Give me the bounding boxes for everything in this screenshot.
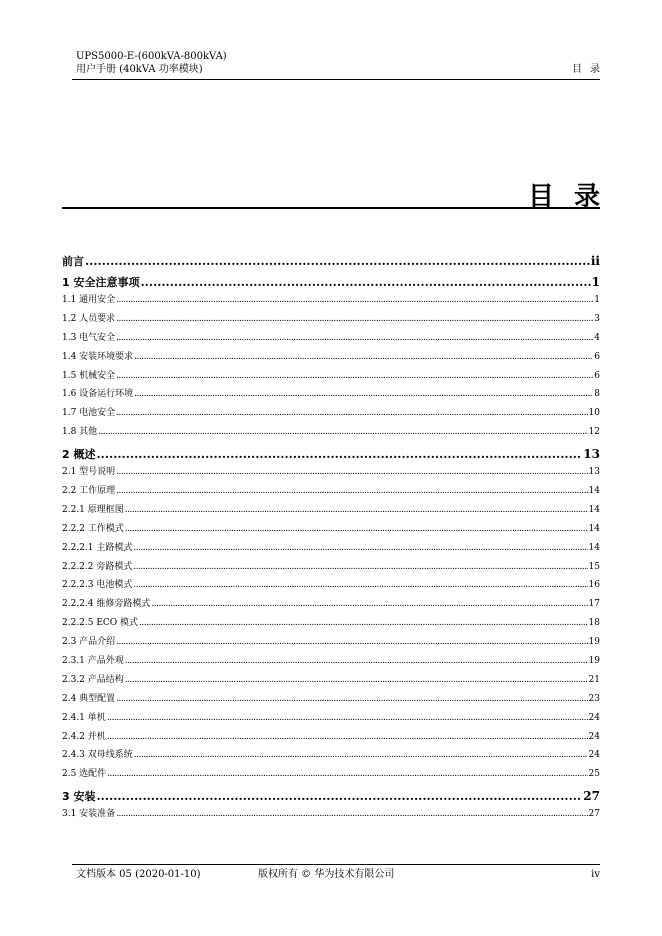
toc-dot-leader bbox=[133, 539, 587, 558]
toc-entry-label: 1.7 电池安全 bbox=[62, 408, 116, 419]
toc-section-entry[interactable] bbox=[62, 423, 600, 442]
toc-section-entry[interactable] bbox=[62, 348, 600, 367]
toc-entry-page: 25 bbox=[588, 769, 600, 780]
toc-entry-label: 2 概述 bbox=[62, 448, 96, 462]
toc-dot-leader bbox=[96, 787, 582, 805]
toc-entry-page: 6 bbox=[594, 351, 600, 362]
toc-entry-label: 2.4 典型配置 bbox=[62, 693, 116, 704]
toc-entry-page: 27 bbox=[583, 789, 600, 804]
toc-entry-page: 13 bbox=[588, 467, 600, 478]
toc-entry-page: 13 bbox=[583, 447, 600, 462]
toc-entry-page: 1 bbox=[591, 275, 600, 289]
toc-section-entry[interactable] bbox=[62, 463, 600, 482]
toc-entry-page: 3 bbox=[594, 313, 600, 324]
footer-version: 文档版本 05 (2020-01-10) bbox=[76, 869, 201, 880]
toc-dot-leader bbox=[125, 652, 588, 671]
toc-entry-label: 1.5 机械安全 bbox=[62, 370, 116, 381]
toc-entry-label: 2.3.2 产品结构 bbox=[62, 674, 124, 685]
footer-copyright: 版权所有 © 华为技术有限公司 bbox=[258, 869, 395, 880]
page-header bbox=[76, 50, 608, 76]
toc-dot-leader bbox=[107, 709, 588, 728]
toc-entry-label: 2.4.3 双母线系统 bbox=[62, 750, 133, 761]
toc-chapter-entry[interactable] bbox=[62, 273, 600, 291]
toc-entry-page: 4 bbox=[594, 332, 600, 343]
toc-section-entry[interactable] bbox=[62, 404, 600, 423]
toc-entry-label: 2.3.1 产品外观 bbox=[62, 656, 124, 667]
toc-section-entry[interactable] bbox=[62, 633, 600, 652]
toc-entry-page: 14 bbox=[588, 523, 600, 534]
toc-section-entry[interactable] bbox=[62, 805, 600, 824]
toc-section-entry[interactable] bbox=[62, 539, 600, 558]
toc-dot-leader bbox=[125, 520, 588, 539]
toc-dot-leader bbox=[134, 385, 593, 404]
toc-entry-page: 27 bbox=[588, 809, 600, 820]
toc-dot-leader bbox=[116, 291, 593, 310]
toc-entry-page: 19 bbox=[588, 656, 600, 667]
toc-entry-label: 2.2.2.1 主路模式 bbox=[62, 542, 133, 553]
toc-entry-page: 14 bbox=[588, 542, 600, 553]
toc-dot-leader bbox=[116, 633, 587, 652]
toc-entry-page: 19 bbox=[588, 637, 600, 648]
toc-entry-label: 2.5 选配件 bbox=[62, 769, 107, 780]
toc-entry-page: 1 bbox=[594, 295, 600, 305]
footer-page-number: iv bbox=[591, 869, 600, 880]
toc-entry-label: 1 安全注意事项 bbox=[62, 276, 140, 289]
toc-entry-label: 2.3 产品介绍 bbox=[62, 637, 116, 648]
toc-entry-page: 24 bbox=[588, 731, 600, 742]
page-title: 目录 bbox=[527, 182, 620, 212]
toc-section-entry[interactable] bbox=[62, 558, 600, 577]
toc-entry-label: 2.2 工作原理 bbox=[62, 486, 116, 497]
toc-section-entry[interactable] bbox=[62, 310, 600, 329]
toc-entry-label: 3.1 安装准备 bbox=[62, 809, 116, 820]
toc-entry-label: 1.4 安装环境要求 bbox=[62, 351, 134, 362]
toc-entry-label: 2.4.1 单机 bbox=[62, 712, 106, 723]
toc-section-entry[interactable] bbox=[62, 482, 600, 501]
footer-divider bbox=[72, 864, 600, 865]
toc-dot-leader bbox=[116, 367, 593, 386]
toc-dot-leader bbox=[107, 765, 587, 784]
toc-entry-page: 23 bbox=[588, 693, 600, 704]
toc-dot-leader bbox=[85, 252, 590, 270]
header-section: 目录 bbox=[572, 64, 608, 75]
toc-entry-page: ii bbox=[590, 254, 600, 268]
toc-dot-leader bbox=[133, 576, 587, 595]
toc-entry-page: 15 bbox=[588, 561, 600, 572]
toc-entry-label: 2.2.2.4 维修旁路模式 bbox=[62, 599, 151, 610]
toc-entry-label: 1.3 电气安全 bbox=[62, 332, 116, 343]
toc-entry-page: 24 bbox=[588, 712, 600, 723]
toc-section-entry[interactable] bbox=[62, 291, 600, 310]
toc-entry-label: 2.2.2.2 旁路模式 bbox=[62, 561, 133, 572]
toc-section-entry[interactable] bbox=[62, 367, 600, 386]
toc-dot-leader bbox=[139, 614, 588, 633]
toc-dot-leader bbox=[133, 558, 587, 577]
toc-entry-label: 2.4.2 并机 bbox=[62, 731, 106, 742]
toc-entry-page: 8 bbox=[594, 389, 600, 400]
toc-entry-page: 6 bbox=[594, 370, 600, 381]
toc-dot-leader bbox=[107, 728, 588, 747]
toc-entry-label: 2.2.2.3 电池模式 bbox=[62, 580, 133, 591]
toc-section-entry[interactable] bbox=[62, 595, 600, 614]
toc-dot-leader bbox=[116, 805, 587, 824]
toc-dot-leader bbox=[116, 404, 587, 423]
toc-entry-page: 14 bbox=[588, 486, 600, 497]
toc-entry-page: 24 bbox=[588, 750, 600, 761]
toc-entry-label: 1.8 其他 bbox=[62, 427, 98, 438]
toc-chapter-entry[interactable] bbox=[62, 445, 600, 463]
toc-entry-label: 2.1 型号说明 bbox=[62, 467, 116, 478]
toc-section-entry[interactable] bbox=[62, 709, 600, 728]
toc-dot-leader bbox=[125, 671, 588, 690]
toc-entry-page: 18 bbox=[588, 618, 600, 629]
toc-entry-label: 1.1 通用安全 bbox=[62, 295, 116, 305]
header-manual: 用户手册 (40kVA 功率模块) bbox=[76, 64, 203, 75]
toc-section-entry[interactable] bbox=[62, 671, 600, 690]
toc-dot-leader bbox=[116, 463, 587, 482]
toc-dot-leader bbox=[98, 423, 587, 442]
toc-section-entry[interactable] bbox=[62, 520, 600, 539]
toc-chapter-entry[interactable] bbox=[62, 787, 600, 805]
toc-entry-label: 2.2.1 原理框图 bbox=[62, 504, 124, 515]
toc-section-entry[interactable] bbox=[62, 329, 600, 348]
toc-section-entry[interactable] bbox=[62, 576, 600, 595]
toc-entry-label: 2.2.2 工作模式 bbox=[62, 523, 124, 534]
toc-dot-leader bbox=[116, 310, 593, 329]
toc-section-entry[interactable] bbox=[62, 746, 600, 765]
toc-entry-label: 1.2 人员要求 bbox=[62, 313, 116, 324]
toc-entry-page: 12 bbox=[588, 427, 600, 438]
toc-entry-page: 14 bbox=[588, 504, 600, 515]
toc-entry-label: 1.6 设备运行环境 bbox=[62, 389, 134, 400]
toc-dot-leader bbox=[134, 746, 588, 765]
toc-dot-leader bbox=[125, 501, 588, 520]
toc-section-entry[interactable] bbox=[62, 728, 600, 747]
toc-dot-leader bbox=[140, 273, 590, 291]
table-of-contents bbox=[62, 252, 600, 824]
toc-entry-page: 21 bbox=[588, 674, 600, 685]
toc-entry-label: 2.2.2.5 ECO 模式 bbox=[62, 618, 139, 629]
toc-chapter-entry[interactable] bbox=[62, 252, 600, 270]
header-product: UPS5000-E-(600kVA-800kVA) bbox=[76, 51, 227, 62]
toc-section-entry[interactable] bbox=[62, 385, 600, 404]
title-divider bbox=[62, 207, 600, 209]
toc-section-entry[interactable] bbox=[62, 765, 600, 784]
toc-entry-label: 前言 bbox=[62, 255, 84, 268]
toc-dot-leader bbox=[96, 445, 582, 463]
toc-entry-page: 16 bbox=[588, 580, 600, 591]
toc-section-entry[interactable] bbox=[62, 690, 600, 709]
toc-entry-page: 17 bbox=[588, 599, 600, 610]
toc-dot-leader bbox=[116, 329, 593, 348]
toc-dot-leader bbox=[151, 595, 587, 614]
toc-section-entry[interactable] bbox=[62, 652, 600, 671]
header-divider bbox=[72, 79, 600, 80]
toc-entry-page: 10 bbox=[588, 408, 600, 419]
toc-dot-leader bbox=[116, 690, 587, 709]
toc-section-entry[interactable] bbox=[62, 614, 600, 633]
toc-entry-label: 3 安装 bbox=[62, 790, 96, 804]
toc-section-entry[interactable] bbox=[62, 501, 600, 520]
toc-dot-leader bbox=[134, 348, 593, 367]
toc-dot-leader bbox=[116, 482, 587, 501]
